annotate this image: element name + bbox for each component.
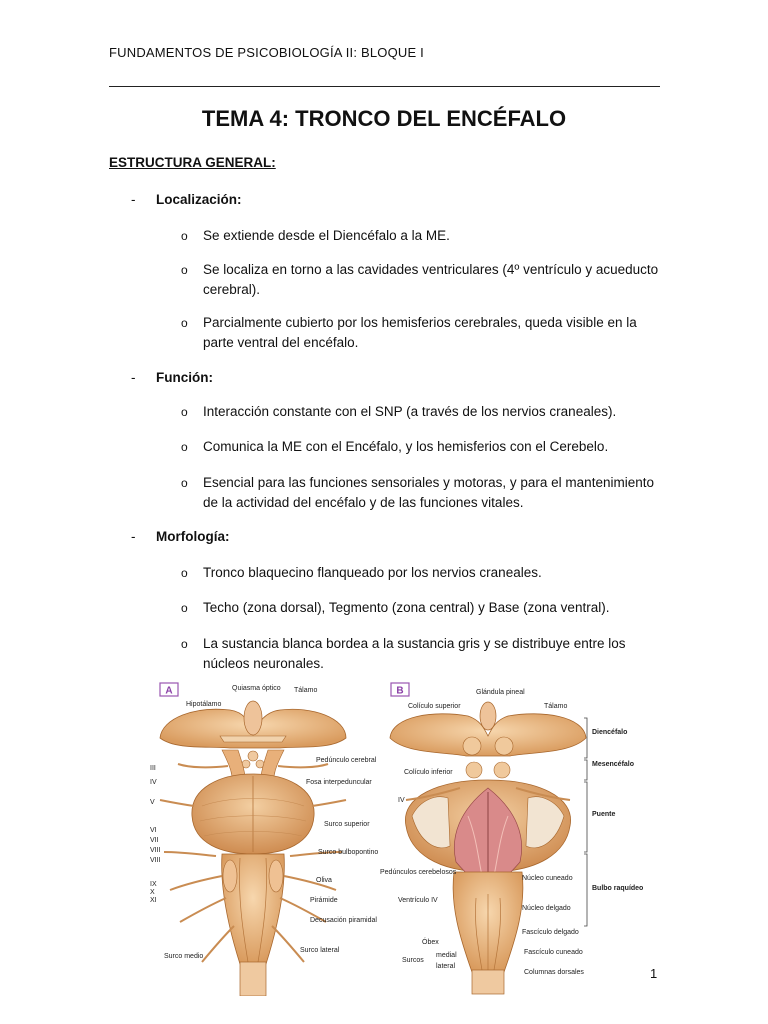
dash-marker: -	[131, 192, 136, 207]
bullet-marker: o	[181, 405, 188, 419]
label-hipotalamo: Hipotálamo	[186, 701, 222, 708]
bullet-marker: o	[181, 601, 188, 615]
dash-marker: -	[131, 370, 136, 385]
page-number: 1	[650, 966, 658, 981]
bullet-item	[181, 260, 661, 300]
bullet-text: La sustancia blanca bordea a la sustancia gris y se distribuye entre los núcleos neuronales.	[203, 636, 626, 671]
label-fosa: Fosa interpeduncular	[306, 779, 372, 786]
bullet-text: Se extiende desde el Diencéfalo a la ME.	[203, 228, 450, 243]
bullet-text: Comunica la ME con el Encéfalo, y los hemisferios con el Cerebelo.	[203, 439, 609, 454]
bullet-item	[181, 634, 661, 674]
label-surco-lateral: Surco lateral	[300, 947, 340, 954]
label-diencefalo: Diencéfalo	[592, 729, 628, 736]
panel-a-letter: A	[165, 685, 173, 697]
label-lateral: lateral	[436, 963, 456, 970]
group-label: Función:	[156, 370, 213, 385]
bullet-item	[181, 313, 661, 353]
label-pedunculos: Pedúnculos cerebelosos	[380, 869, 457, 876]
label-obex: Óbex	[422, 939, 439, 946]
label-nerve-iv-b: IV	[398, 797, 405, 804]
bullet-marker: o	[181, 566, 188, 580]
label-nerve-viii-b: VIII	[150, 857, 161, 864]
bullet-marker: o	[181, 440, 188, 454]
bullet-marker: o	[181, 316, 188, 330]
label-nucleo-cuneado: Núcleo cuneado	[522, 875, 573, 882]
label-coliculo-inferior: Colículo inferior	[404, 769, 453, 776]
bullet-item	[181, 598, 661, 618]
group-label: Morfología:	[156, 529, 230, 544]
bullet-text: Techo (zona dorsal), Tegmento (zona central) y Base (zona ventral).	[203, 600, 610, 615]
bullet-marker: o	[181, 229, 188, 243]
label-surcos: Surcos	[402, 957, 424, 964]
label-mesencefalo: Mesencéfalo	[592, 761, 635, 768]
label-bulbo: Bulbo raquídeo	[592, 885, 644, 892]
label-oliva: Oliva	[316, 877, 332, 884]
bullet-item	[181, 473, 661, 513]
section-heading: ESTRUCTURA GENERAL:	[109, 155, 276, 170]
group-localizacion	[131, 192, 242, 207]
header-rule	[109, 86, 660, 87]
label-surco-bulbo: Surco bulbopontino	[318, 849, 379, 856]
bullet-item	[181, 402, 661, 422]
brainstem-illustration	[150, 676, 650, 996]
label-ventriculo: Ventrículo IV	[398, 897, 438, 904]
bullet-item	[181, 563, 661, 583]
label-quiasma: Quiasma óptico	[232, 685, 281, 692]
bullet-item	[181, 437, 661, 457]
label-nerve-iii: III	[150, 765, 156, 772]
dash-marker: -	[131, 529, 136, 544]
page-title: TEMA 4: TRONCO DEL ENCÉFALO	[201, 106, 567, 131]
panel-a	[150, 683, 378, 996]
bullet-marker: o	[181, 263, 188, 277]
bullet-text: Parcialmente cubierto por los hemisferios cerebrales, queda visible en la parte ventral del encéfalo.	[203, 315, 637, 350]
label-nerve-v: V	[150, 799, 155, 806]
bullet-text: Interacción constante con el SNP (a través de los nervios craneales).	[203, 404, 617, 419]
label-nerve-xi: XI	[150, 897, 157, 904]
bullet-text: Se localiza en torno a las cavidades ventriculares (4º ventrículo y acueducto cerebral).	[203, 262, 659, 297]
label-nerve-x: X	[150, 889, 155, 896]
label-piramide: Pirámide	[310, 897, 338, 904]
label-glandula: Glándula pineal	[476, 689, 525, 696]
bullet-marker: o	[181, 637, 188, 651]
label-columnas: Columnas dorsales	[524, 969, 584, 976]
label-surco-superior: Surco superior	[324, 821, 370, 828]
bullet-item	[181, 226, 661, 246]
label-nucleo-delgado: Núcleo delgado	[522, 905, 571, 912]
label-medial: medial	[436, 952, 457, 959]
bullet-text: Tronco blaquecino flanqueado por los nervios craneales.	[203, 565, 542, 580]
brainstem-figure	[150, 676, 650, 996]
label-nerve-iv: IV	[150, 779, 157, 786]
panel-b	[380, 683, 643, 994]
label-talamo-a: Tálamo	[294, 687, 318, 694]
page-header: FUNDAMENTOS DE PSICOBIOLOGÍA II: BLOQUE I	[109, 45, 424, 60]
label-talamo-b: Tálamo	[544, 703, 568, 710]
label-decusacion: Decusación piramidal	[310, 917, 377, 924]
bullet-marker: o	[181, 476, 188, 490]
label-coliculo-superior: Colículo superior	[408, 703, 461, 710]
label-nerve-viii: VIII	[150, 847, 161, 854]
bullet-text: Esencial para las funciones sensoriales y motoras, y para el mantenimiento de la actividad del encéfalo y de las funciones vitales.	[203, 475, 654, 510]
group-morfologia	[131, 529, 230, 544]
group-label: Localización:	[156, 192, 242, 207]
label-nerve-vii: VII	[150, 837, 159, 844]
label-fasciculo-cuneado: Fascículo cuneado	[524, 949, 583, 956]
label-nerve-vi: VI	[150, 827, 157, 834]
label-surco-medio: Surco medio	[164, 953, 204, 960]
panel-b-letter: B	[396, 685, 404, 697]
label-fasciculo-delgado: Fascículo delgado	[522, 929, 579, 936]
group-funcion	[131, 370, 213, 385]
label-pedunculo: Pedúnculo cerebral	[316, 757, 377, 764]
label-nerve-ix: IX	[150, 881, 157, 888]
label-puente: Puente	[592, 811, 616, 818]
